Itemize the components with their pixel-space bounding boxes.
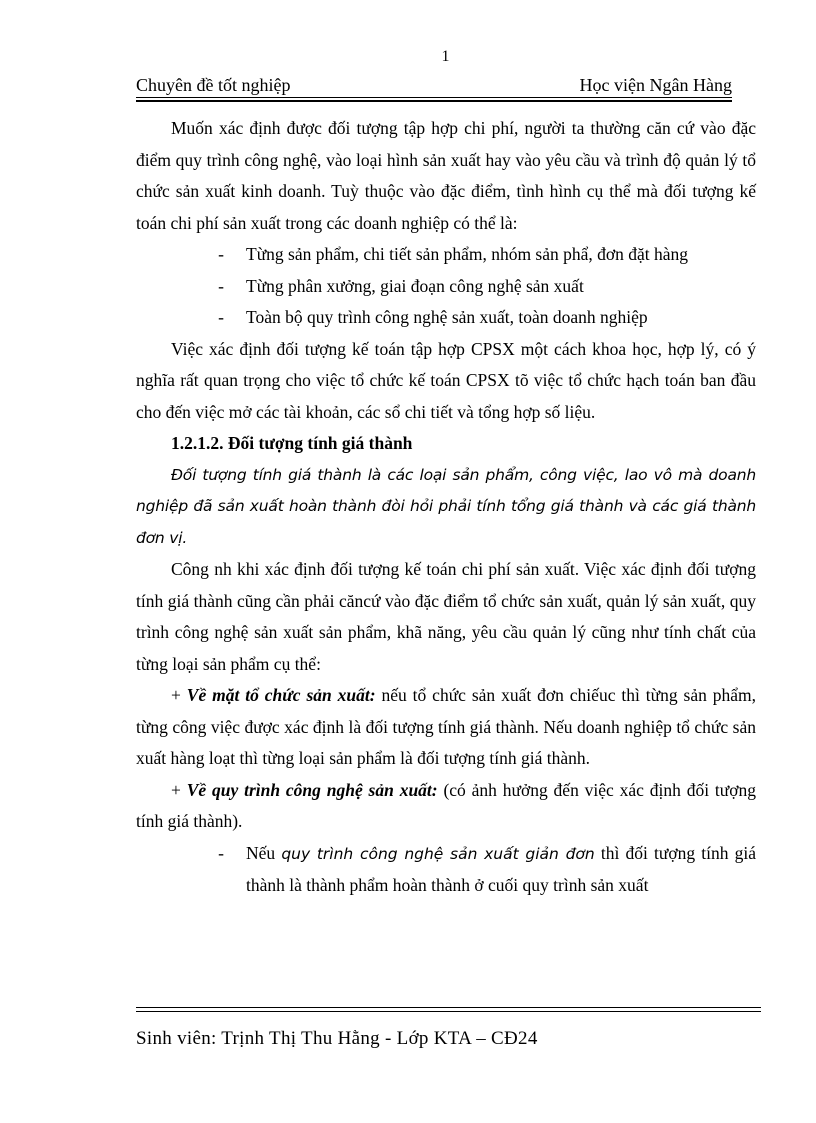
paragraph: Muốn xác định được đối tượng tập hợp chi phí, người ta thường căn cứ vào đặc điểm quy trình công nghệ, vào loại hình sản xuất hay vào yêu cầu và trình độ quản lý tổ chức sản xuất kinh doanh. Tuỳ thuộc vào đặc điểm, tình hình cụ thể mà đối tượng kế toán chi phí sản xuất trong các doanh nghiệp có thể là: xyxy=(136,118,756,233)
document-body xyxy=(136,113,756,902)
list-text-post: thì đối tượng tính giá thành là thành phẩm hoàn thành ở cuối quy trình sản xuất xyxy=(246,842,756,895)
emphasis-label: Về mặt tổ chức sản xuất: xyxy=(186,685,376,705)
plus-marker: + xyxy=(171,779,187,800)
list-text-italic: quy trình công nghệ sản xuất giản đơn xyxy=(281,844,595,863)
paragraph-text: (có ảnh hưởng đến việc xác định đối tượng tính giá thành). xyxy=(136,779,757,831)
bullet-dash: - xyxy=(218,307,224,327)
header-right: Học viện Ngân Hàng xyxy=(579,75,732,95)
bullet-dash: - xyxy=(218,275,224,296)
paragraph: Việc xác định đối tượng kế toán tập hợp CPSX một cách khoa học, hợp lý, có ý nghĩa rất quan trọng cho việc tổ chức kế toán CPSX tõ việc tổ chức hạch toán ban đầu cho đến việc mở các tài khoản, các sổ chi tiết và tổng hợp số liệu. xyxy=(136,338,756,422)
paragraph: Công nh khi xác định đối tượng kế toán chi phí sản xuất. Việc xác định đối tượng tính giá thành cũng cần phải căncứ vào đặc điểm tổ chức sản xuất, quản lý sản xuất, quy trình công nghệ sản xuất sản phẩm, khã năng, yêu cầu quản lý cũng như tính chất của từng loại sản phẩm cụ thể: xyxy=(136,559,756,674)
definition-paragraph: Đối tượng tính giá thành là các loại sản phẩm, công việc, lao vô mà doanh nghiệp đã sản xuất hoàn thành đòi hỏi phải tính tổng giá thành và các giá thành đơn vị. xyxy=(136,465,756,547)
emphasis-label: Về quy trình công nghệ sản xuất: xyxy=(186,779,438,800)
list-item xyxy=(136,239,756,271)
page-number: 1 xyxy=(441,48,450,65)
page-header xyxy=(136,70,732,98)
list-item xyxy=(136,302,756,334)
bullet-dash: - xyxy=(218,244,224,264)
paragraph xyxy=(136,680,756,775)
section-heading: 1.2.1.2. Đối tượng tính giá thành xyxy=(171,433,413,453)
list-item xyxy=(136,838,756,902)
bullet-dash: - xyxy=(218,842,224,863)
footer-rule xyxy=(136,1007,761,1008)
list-item-text: Toàn bộ quy trình công nghệ sản xuất, toàn doanh nghiệp xyxy=(246,307,648,327)
list-text-pre: Nếu xyxy=(246,842,282,863)
header-rule xyxy=(136,100,732,102)
plus-marker: + xyxy=(171,685,187,705)
footer-rule xyxy=(136,1011,761,1012)
list-item-text: Từng phân xưởng, giai đoạn công nghệ sản xuất xyxy=(246,275,584,296)
paragraph-text: nếu tổ chức sản xuất đơn chiếuc thì từng sản phẩm, từng công việc được xác định là đối tượng tính giá thành. Nếu doanh nghiệp tổ chức sản xuất hàng loạt thì từng loại sản phẩm là đối tượng tính giá thành. xyxy=(136,685,756,768)
paragraph xyxy=(136,775,756,838)
header-left: Chuyên đề tốt nghiệp xyxy=(136,75,291,95)
list-item-text xyxy=(246,838,756,902)
list-item xyxy=(136,271,756,303)
page-footer: Sinh viên: Trịnh Thị Thu Hằng - Lớp KTA – CĐ24 xyxy=(136,1028,538,1049)
list-item-text: Từng sản phẩm, chi tiết sản phẩm, nhóm sản phẩ, đơn đặt hàng xyxy=(246,244,689,264)
